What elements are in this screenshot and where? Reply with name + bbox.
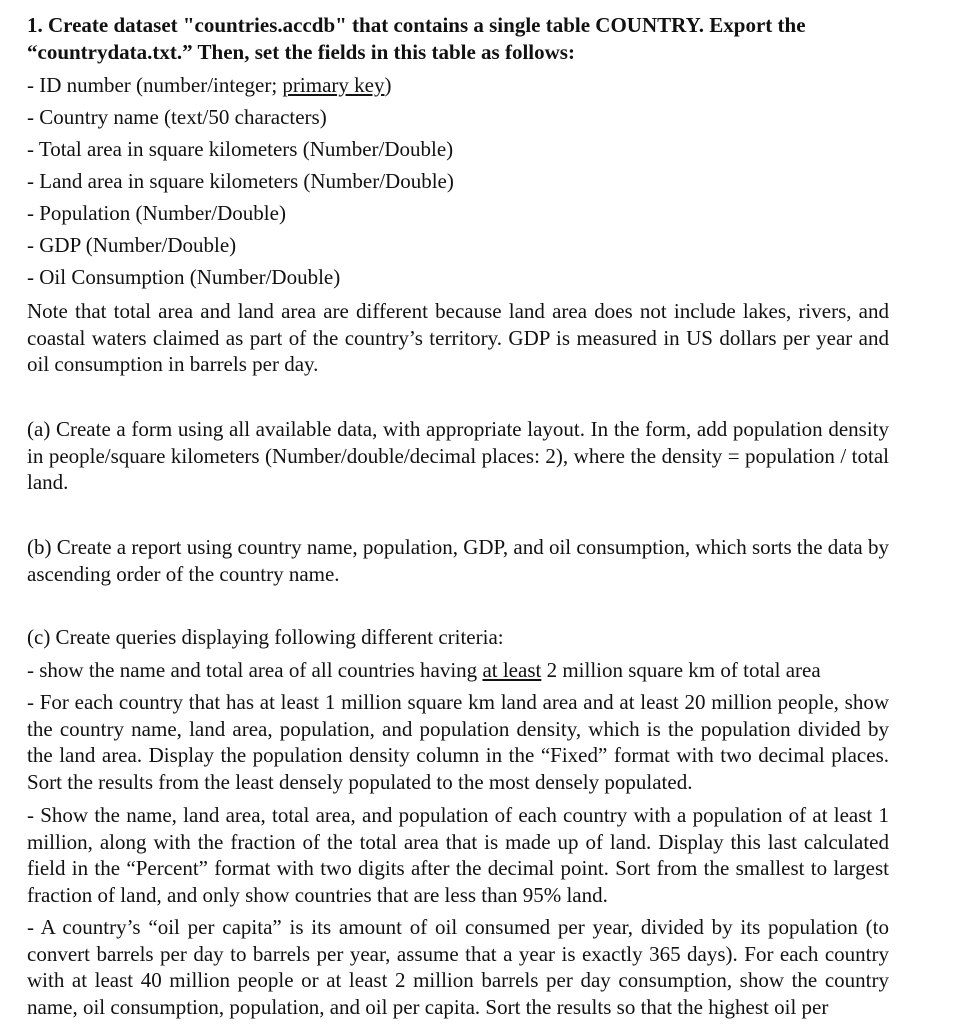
title-line-1: 1. Create dataset "countries.accdb" that contains a single table COUNTRY. Export the	[27, 13, 806, 37]
field-gdp: - GDP (Number/Double)	[27, 233, 237, 257]
field-country-name: - Country name (text/50 characters)	[27, 105, 327, 129]
field-total-area: - Total area in square kilometers (Number/Double)	[27, 137, 454, 161]
query-4: - A country’s “oil per capita” is its amount of oil consumed per year, divided by its population (to convert barrels per day to barrels per year, assume that a year is exactly 365 days). For each country with at least 40 million people or at least 2 million barrels per day consumption, show the country name, oil consumption, population, and oil per capita. Sort the results so that the highest oil per	[27, 915, 889, 1019]
query-1: - show the name and total area of all countries having at least 2 million square km of total area	[27, 658, 821, 682]
part-c-heading: (c) Create queries displaying following different criteria:	[27, 625, 504, 649]
title-line-2: “countrydata.txt.” Then, set the fields in this table as follows:	[27, 39, 575, 64]
primary-key-text: primary key	[282, 73, 385, 97]
field-oil-consumption: - Oil Consumption (Number/Double)	[27, 265, 341, 289]
part-a-paragraph: (a) Create a form using all available data, with appropriate layout. In the form, add population density in people/square kilometers (Number/double/decimal places: 2), where the density = population / total land.	[27, 417, 889, 494]
task-title	[27, 12, 889, 65]
field-land-area: - Land area in square kilometers (Number/Double)	[27, 169, 454, 193]
query-2: - For each country that has at least 1 million square km land area and at least 20 million people, show the country name, land area, population, and population density, which is the population divided by the land area. Display the population density column in the “Fixed” format with two decimal places. Sort the results from the least densely populated to the most densely populated.	[27, 690, 889, 794]
part-b-paragraph: (b) Create a report using country name, population, GDP, and oil consumption, which sorts the data by ascending order of the country name.	[27, 535, 889, 586]
note-paragraph: Note that total area and land area are different because land area does not include lakes, rivers, and coastal waters claimed as part of the country’s territory. GDP is measured in US dollars per year and oil consumption in barrels per day.	[27, 299, 889, 376]
at-least-text: at least	[482, 658, 542, 682]
field-population: - Population (Number/Double)	[27, 201, 286, 225]
query-3: - Show the name, land area, total area, and population of each country with a population of at least 1 million, along with the fraction of the total area that is made up of land. Display this last calculated field in the “Percent” format with two digits after the decimal point. Sort from the smallest to largest fraction of land, and only show countries that are less than 95% land.	[27, 803, 889, 907]
field-id-number: - ID number (number/integer; primary key)	[27, 73, 392, 97]
